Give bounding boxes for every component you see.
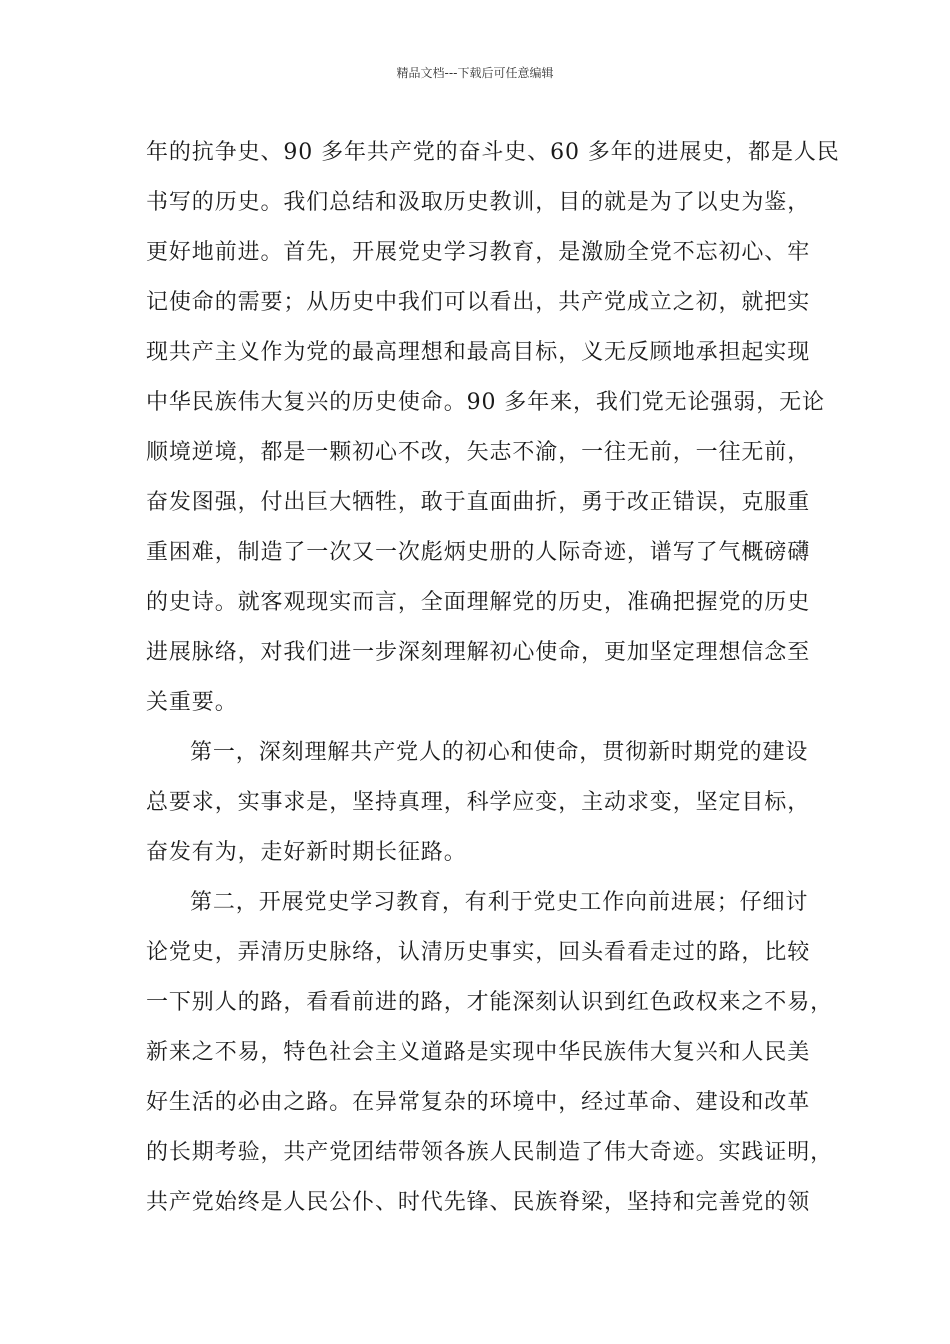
paragraph-first-line: 第二，开展党史学习教育，有利于党史工作向前进展；仔细讨 xyxy=(190,890,809,915)
text-line: 的长期考验，共产党团结带领各族人民制造了伟大奇迹。实践证明， xyxy=(146,1140,834,1165)
text-line: 重困难，制造了一次又一次彪炳史册的人际奇迹，谱写了气概磅礴 xyxy=(146,540,811,565)
text-line: 一下别人的路，看看前进的路，才能深刻认识到红色政权来之不易， xyxy=(146,990,834,1015)
body-text xyxy=(146,128,840,1228)
text-line: 更好地前进。首先，开展党史学习教育，是激励全党不忘初心、牢 xyxy=(146,240,811,265)
text-line: 记使命的需要；从历史中我们可以看出，共产党成立之初，就把实 xyxy=(146,290,811,315)
text-line: 顺境逆境，都是一颗初心不改，矢志不渝，一往无前，一往无前， xyxy=(146,440,811,465)
paragraph-first-line: 第一，深刻理解共产党人的初心和使命，贯彻新时期党的建设 xyxy=(190,740,809,765)
text-line: 书写的历史。我们总结和汲取历史教训，目的就是为了以史为鉴， xyxy=(146,190,811,215)
text-line: 进展脉络，对我们进一步深刻理解初心使命，更加坚定理想信念至 xyxy=(146,640,811,665)
text-line: 的史诗。就客观现实而言，全面理解党的历史，准确把握党的历史 xyxy=(146,590,811,615)
text-line: 共产党始终是人民公仆、时代先锋、民族脊梁，坚持和完善党的领 xyxy=(146,1190,811,1215)
page-header: 精品文档---下载后可任意编辑 xyxy=(396,66,554,80)
text-line: 奋发有为，走好新时期长征路。 xyxy=(146,840,467,865)
text-line: 好生活的必由之路。在异常复杂的环境中，经过革命、建设和改革 xyxy=(146,1090,811,1115)
text-line: 年的抗争史、90 多年共产党的奋斗史、60 多年的进展史，都是人民 xyxy=(146,140,840,165)
text-line: 关重要。 xyxy=(146,690,238,715)
text-line: 奋发图强，付出巨大牺牲，敢于直面曲折，勇于改正错误，克服重 xyxy=(146,490,811,515)
text-line: 论党史，弄清历史脉络，认清历史事实，回头看看走过的路，比较 xyxy=(146,940,811,965)
text-line: 总要求，实事求是，坚持真理，科学应变，主动求变，坚定目标， xyxy=(146,790,811,815)
text-line: 新来之不易，特色社会主义道路是实现中华民族伟大复兴和人民美 xyxy=(146,1040,811,1065)
text-line: 现共产主义作为党的最高理想和最高目标，义无反顾地承担起实现 xyxy=(146,340,811,365)
text-line: 中华民族伟大复兴的历史使命。90 多年来，我们党无论强弱，无论 xyxy=(146,390,825,415)
